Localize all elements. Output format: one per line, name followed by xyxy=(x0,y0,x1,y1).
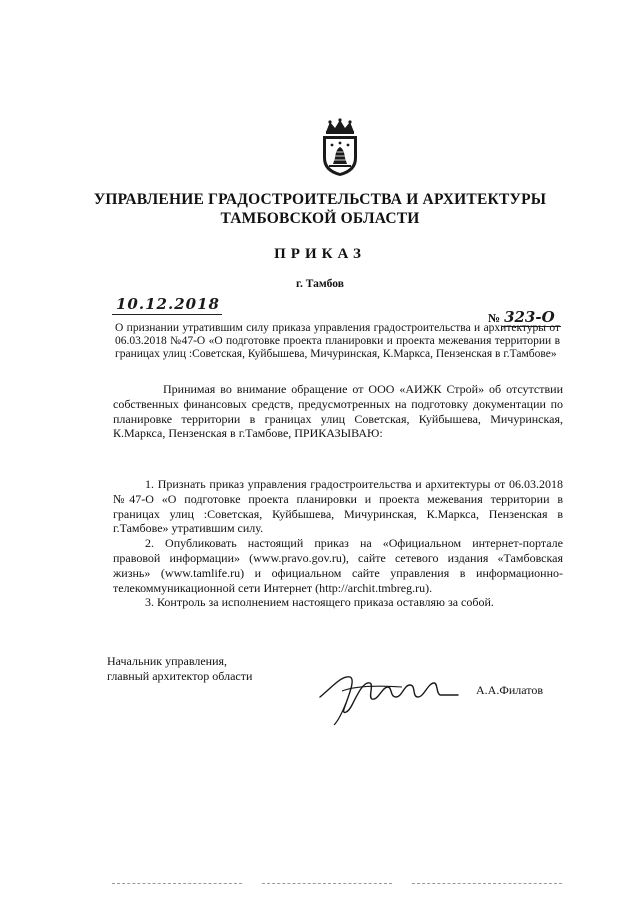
organization-title xyxy=(60,190,580,228)
preamble-order-word: ПРИКАЗЫВАЮ: xyxy=(294,426,383,441)
footer-rule-right xyxy=(412,883,562,884)
signer-position xyxy=(107,654,252,684)
organization-title-line1: УПРАВЛЕНИЕ ГРАДОСТРОИТЕЛЬСТВА И АРХИТЕКТУРЫ xyxy=(93,191,547,208)
order-item-1: 1. Признать приказ управления градостроительства и архитектуры от 06.03.2018 №47-О «О подготовке проекта планировки и проекта межевания территории в границах улиц :Советская, Куйбышева, Мичуринская, К.Маркса, Пензенская в г.Тамбове» утратившим силу. xyxy=(113,477,563,536)
document-subject: О признании утратившим силу приказа управления градостроительства и архитектуры от 06.03.2018 №47-О «О подготовке проекта планировки и проекта межевания территории в границах улиц :Советская, Куйбышева, Мичуринская, К.Маркса, Пензенская в г.Тамбове» xyxy=(115,322,560,360)
signer-name: А.А.Филатов xyxy=(476,683,543,697)
order-item-2: 2. Опубликовать настоящий приказ на «Официальном интернет-портале правовой информации» (www.pravo.gov.ru), сайте сетевого издания «Тамбовская жизнь» (www.tamlife.ru) и официальном сайте управления в информационно-телекоммуникационной сети Интернет (http://archit.tmbreg.ru). xyxy=(113,536,563,595)
order-items xyxy=(113,477,563,610)
document-date-field xyxy=(112,296,222,315)
organization-title-line2: ТАМБОВСКОЙ ОБЛАСТИ xyxy=(220,210,420,227)
number-sign: № xyxy=(488,311,501,325)
footer-rule-left xyxy=(112,883,242,884)
signer-position-line2: главный архитектор области xyxy=(107,669,253,683)
handwritten-signature-icon xyxy=(312,657,462,727)
city-label: г. Тамбов xyxy=(296,278,344,290)
document-date: 10.12.2018 xyxy=(116,295,220,313)
tambov-coat-of-arms-icon xyxy=(318,118,362,178)
signer-position-line1: Начальник управления, xyxy=(107,654,228,668)
document-preamble xyxy=(113,382,563,441)
document-number: 323-О xyxy=(502,308,561,327)
preamble-text: Принимая во внимание обращение от ООО «АИЖК Строй» об отсутствии собственных финансовых средств, предусмотренных на подготовку документации по планировке территории в границах улиц Советская, Куйбышева, Мичуринская, К.Маркса, Пензенская в г.Тамбове, xyxy=(113,382,563,441)
footer-rule-middle xyxy=(262,883,392,884)
order-item-3: 3. Контроль за исполнением настоящего приказа оставляю за собой. xyxy=(145,595,494,610)
document-type-title: ПРИКАЗ xyxy=(274,246,366,262)
